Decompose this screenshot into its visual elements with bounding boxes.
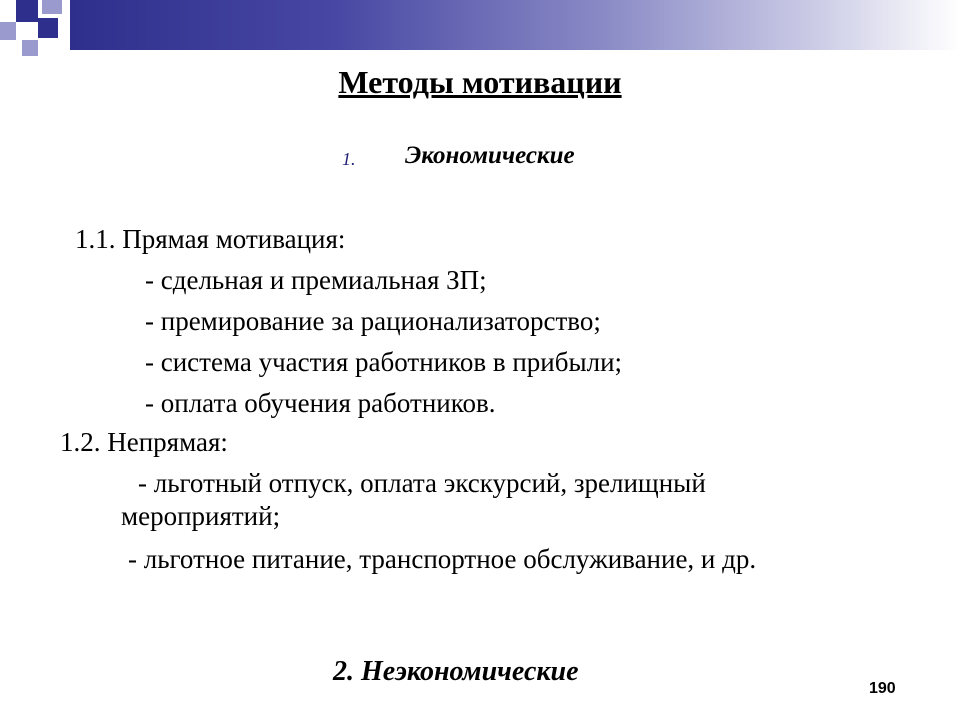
direct-heading: 1.1. Прямая мотивация: (75, 224, 346, 254)
direct-item: - оплата обучения работников. (145, 388, 496, 418)
decorative-square (0, 22, 16, 40)
decorative-gradient-bar (70, 0, 960, 50)
section2-label: 2. Неэкономические (333, 656, 579, 687)
direct-item: - премирование за рационализаторство; (145, 306, 601, 336)
indirect-item: - льготное питание, транспортное обслуживание, и др. (128, 544, 757, 574)
section1-number: 1. (342, 149, 356, 169)
page-number: 190 (869, 680, 896, 697)
indirect-item: - льготный отпуск, оплата экскурсий, зрелищный мероприятий; (121, 468, 706, 531)
decorative-square (38, 18, 58, 38)
decorative-square (42, 0, 62, 14)
slide-title-text: Методы мотивации (338, 64, 622, 100)
direct-item: - сдельная и премиальная ЗП; (145, 265, 487, 295)
direct-item: - система участия работников в прибыли; (145, 347, 623, 377)
section1-label: Экономические (405, 142, 575, 169)
slide-title (0, 64, 960, 101)
decorative-square (22, 40, 38, 56)
indirect-heading: 1.2. Непрямая: (60, 427, 228, 457)
decorative-square (16, 0, 38, 22)
